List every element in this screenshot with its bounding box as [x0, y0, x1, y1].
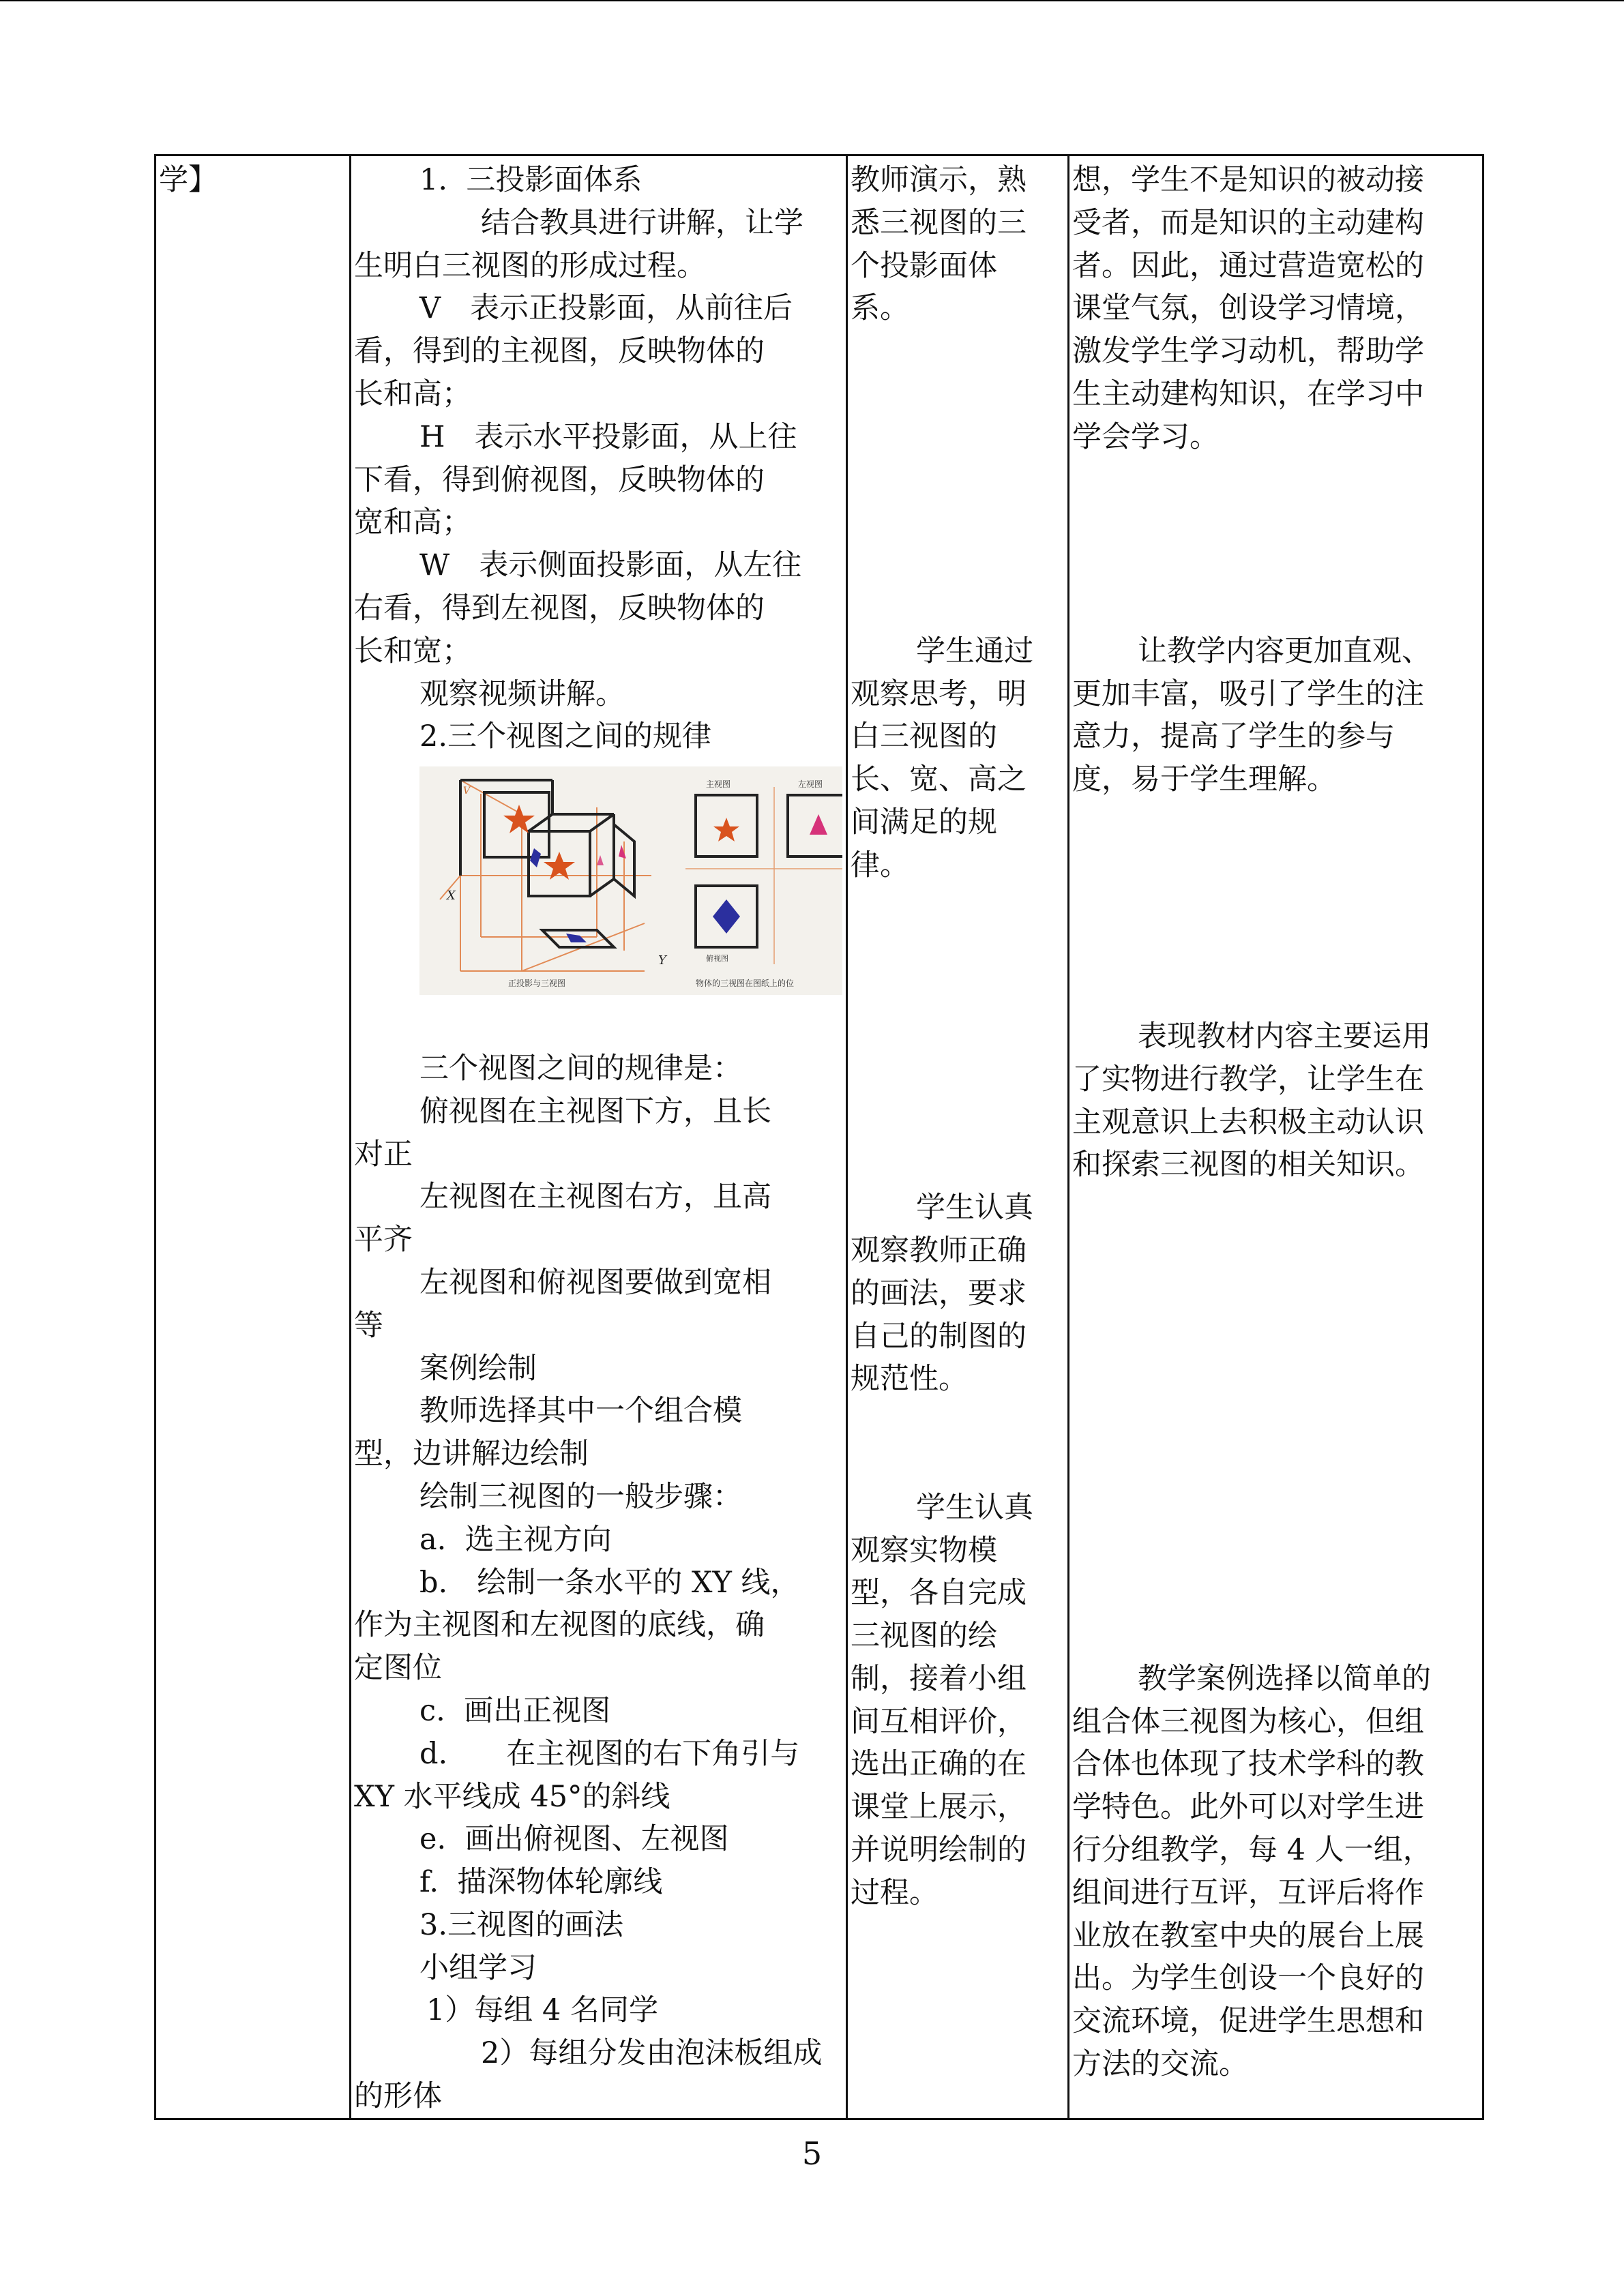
content-line: W 表示侧面投影面，从左往 [419, 548, 802, 583]
stage-label: 学】 [159, 163, 218, 197]
content-line: 绘制三视图的一般步骤： [419, 1479, 742, 1514]
content-line: 左视图在主视图右方，且高 [419, 1180, 771, 1214]
three-view-projection-figure [419, 766, 842, 995]
activity-line: 个投影面体 [851, 248, 997, 283]
content-line: 教师选择其中一个组合模 [419, 1394, 742, 1429]
content-line: 小组学习 [419, 1950, 537, 1985]
activity-line: 过程。 [851, 1875, 939, 1910]
activity-line: 学生认真 [916, 1191, 1033, 1225]
activity-line: 制，接着小组 [851, 1661, 1027, 1696]
intent-line: 教学案例选择以简单的 [1138, 1661, 1431, 1696]
activity-line: 观察教师正确 [851, 1233, 1027, 1268]
content-line: V 表示正投影面，从前往后 [419, 291, 793, 326]
intent-line: 交流环境，促进学生思想和 [1072, 2004, 1424, 2039]
intent-line: 出。为学生创设一个良好的 [1072, 1961, 1424, 1996]
content-line: 案例绘制 [419, 1351, 537, 1386]
figure-caption-right: 物体的三视图在图纸上的位 [696, 979, 795, 989]
activity-line: 悉三视图的三 [851, 205, 1027, 240]
activity-line: 的画法，要求 [851, 1276, 1027, 1311]
axis-x-label: X [447, 889, 456, 904]
content-line: e. 画出俯视图、左视图 [419, 1822, 729, 1857]
activity-line: 学生认真 [916, 1490, 1033, 1525]
content-line: 长和宽； [354, 633, 471, 668]
activity-line: 长、宽、高之 [851, 762, 1027, 797]
intent-line: 了实物进行教学，让学生在 [1072, 1062, 1424, 1097]
intent-line: 主观意识上去积极主动认识 [1072, 1105, 1424, 1139]
design-intent-cell [1069, 155, 1483, 2119]
activity-line: 规范性。 [851, 1362, 968, 1397]
activity-line: 学生通过 [916, 633, 1033, 668]
intent-line: 课堂气氛，创设学习情境， [1072, 291, 1424, 326]
content-line: 结合教具进行讲解，让学 [481, 205, 803, 240]
activity-line: 并说明绘制的 [851, 1833, 1027, 1868]
content-line: 左视图和俯视图要做到宽相 [419, 1265, 771, 1300]
main-view-label: 主视图 [706, 779, 731, 790]
teaching-content-cell [351, 155, 847, 2119]
content-line: 定图位 [354, 1651, 442, 1686]
activity-line: 型，各自完成 [851, 1576, 1027, 1611]
content-line: 三个视图之间的规律是： [419, 1051, 742, 1086]
content-line: 下看，得到俯视图，反映物体的 [354, 462, 765, 497]
content-line: 作为主视图和左视图的底线，确 [354, 1608, 765, 1643]
intent-line: 想，学生不是知识的被动接 [1072, 163, 1424, 197]
intent-line: 方法的交流。 [1072, 2047, 1248, 2082]
content-line: 生明白三视图的形成过程。 [354, 248, 706, 283]
content-line: 俯视图在主视图下方，且长 [419, 1094, 771, 1129]
content-line: 看，得到的主视图，反映物体的 [354, 334, 765, 369]
content-line: 宽和高； [354, 505, 471, 540]
intent-line: 行分组教学，每 4 人一组， [1072, 1833, 1432, 1868]
intent-line: 度，易于学生理解。 [1072, 762, 1336, 797]
page-top-rule [0, 0, 1624, 1]
content-line: XY 水平线成 45°的斜线 [354, 1779, 670, 1814]
page-number: 5 [801, 2135, 823, 2172]
content-line: 2.三个视图之间的规律 [419, 719, 712, 754]
activity-line: 间满足的规 [851, 805, 997, 839]
content-line: b. 绘制一条水平的 XY 线， [419, 1565, 800, 1600]
figure-caption-left: 正投影与三视图 [508, 979, 566, 989]
stage-column-cell [156, 155, 351, 2119]
activity-line: 自己的制图的 [851, 1319, 1027, 1354]
content-line: f. 描深物体轮廓线 [419, 1865, 663, 1900]
activity-line: 教师演示，熟 [851, 163, 1027, 197]
activity-line: 课堂上展示， [851, 1790, 1027, 1825]
activity-line: 观察思考，明 [851, 676, 1027, 711]
content-line: 2）每组分发由泡沫板组成 [481, 2036, 823, 2071]
content-line: 1）每组 4 名同学 [426, 1993, 659, 2028]
intent-line: 受者，而是知识的主动建构 [1072, 205, 1424, 240]
intent-line: 学会学习。 [1072, 419, 1219, 454]
intent-line: 让教学内容更加直观、 [1138, 633, 1431, 668]
content-line: 对正 [354, 1137, 413, 1172]
axis-y-label: Y [658, 953, 666, 968]
content-line: 平齐 [354, 1223, 413, 1257]
axis-v-label: V [463, 786, 471, 797]
activity-line: 律。 [851, 848, 909, 882]
content-line: c. 画出正视图 [419, 1693, 611, 1728]
left-view-label: 左视图 [798, 779, 823, 790]
content-line: a. 选主视方向 [419, 1522, 612, 1557]
intent-line: 组合体三视图为核心，但组 [1072, 1704, 1424, 1739]
content-line: 观察视频讲解。 [419, 676, 625, 711]
content-line: H 表示水平投影面，从上往 [419, 419, 797, 454]
lesson-plan-table [154, 154, 1484, 2120]
intent-line: 和探索三视图的相关知识。 [1072, 1148, 1424, 1182]
activity-line: 系。 [851, 291, 909, 326]
content-line: 3.三视图的画法 [419, 1907, 624, 1942]
content-line: 右看，得到左视图，反映物体的 [354, 591, 765, 625]
activity-line: 选出正确的在 [851, 1747, 1027, 1782]
intent-line: 合体也体现了技术学科的教 [1072, 1747, 1424, 1782]
activity-line: 三视图的绘 [851, 1619, 997, 1654]
activity-line: 间互相评价， [851, 1704, 1027, 1739]
intent-line: 激发学生学习动机，帮助学 [1072, 334, 1424, 369]
content-line: 等 [354, 1308, 383, 1343]
intent-line: 意力，提高了学生的参与 [1072, 719, 1395, 754]
content-line: d. 在主视图的右下角引与 [419, 1736, 800, 1771]
intent-line: 者。因此，通过营造宽松的 [1072, 248, 1424, 283]
activity-line: 观察实物模 [851, 1533, 997, 1568]
activity-line: 白三视图的 [851, 719, 997, 754]
intent-line: 生主动建构知识，在学习中 [1072, 376, 1424, 411]
intent-line: 学特色。此外可以对学生进 [1072, 1790, 1424, 1825]
intent-line: 组间进行互评，互评后将作 [1072, 1875, 1424, 1910]
top-view-label: 俯视图 [706, 954, 728, 964]
intent-line: 业放在教室中央的展台上展 [1072, 1918, 1424, 1953]
student-activity-cell [847, 155, 1069, 2119]
table-row [156, 155, 1483, 2119]
content-line: 长和高； [354, 376, 471, 411]
content-line: 的形体 [354, 2079, 442, 2114]
content-line: 1. 三投影面体系 [419, 163, 643, 197]
content-line: 型，边讲解边绘制 [354, 1437, 589, 1472]
intent-line: 更加丰富，吸引了学生的注 [1072, 676, 1424, 711]
intent-line: 表现教材内容主要运用 [1138, 1019, 1431, 1054]
